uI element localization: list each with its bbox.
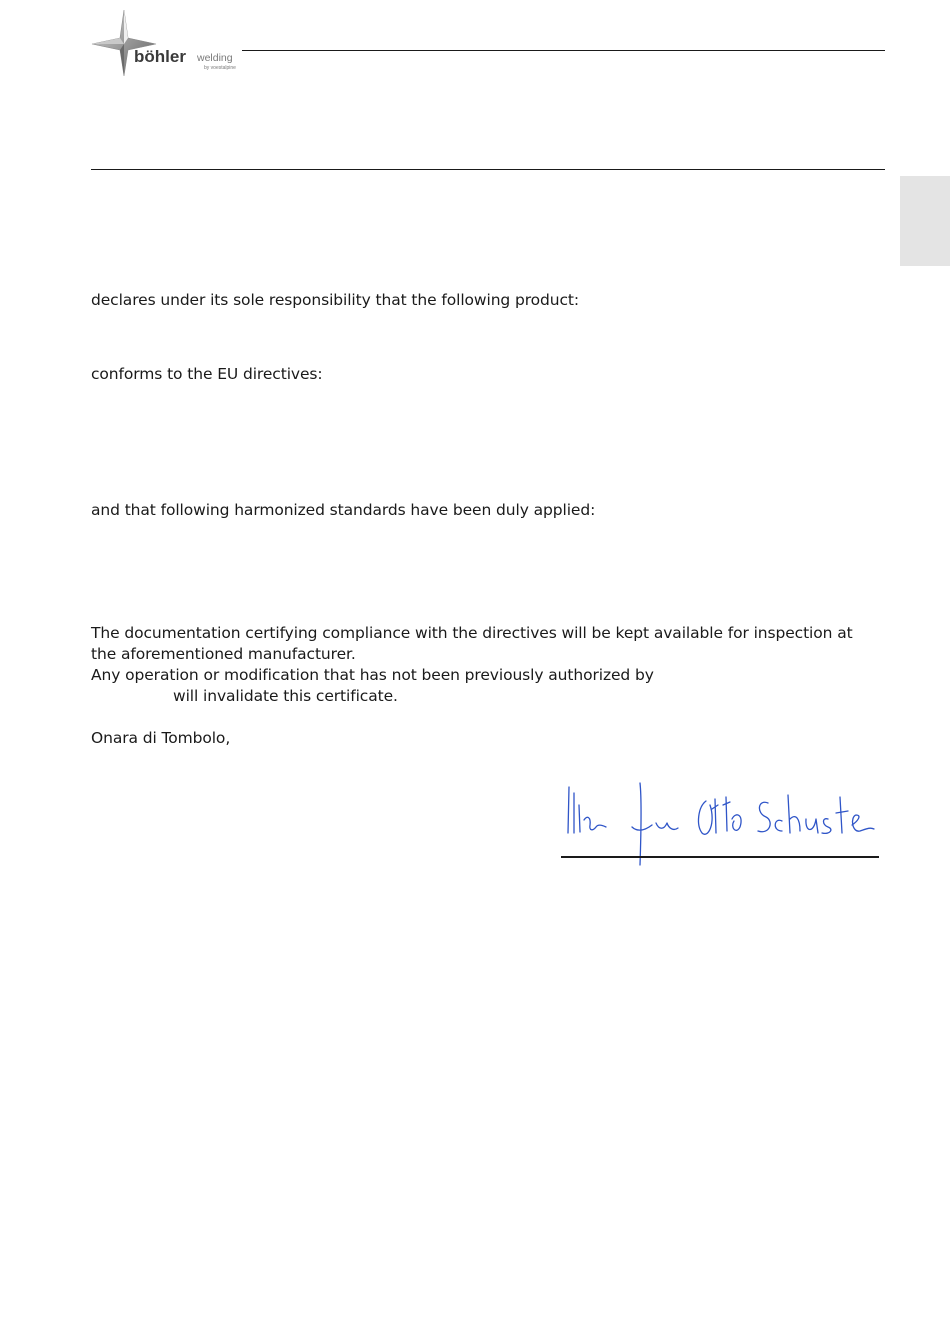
header-divider [242,50,885,51]
modification-line-1: Any operation or modification that has not been previously authorized by [91,666,654,684]
directives-statement: conforms to the EU directives: [91,365,323,383]
logo-brand-text: böhler [134,47,186,66]
standards-statement: and that following harmonized standards have been duly applied: [91,501,596,519]
declaration-statement: declares under its sole responsibility that the following product: [91,291,580,309]
place-of-issue: Onara di Tombolo, [91,729,231,747]
signature-line [561,856,879,858]
logo-tagline-text: by voestalpine [204,65,236,71]
documentation-line-1: The documentation certifying compliance with the directives will be kept available for inspection at [91,624,853,642]
title-divider [91,169,885,170]
bohler-welding-logo [90,8,245,78]
side-tab-marker [900,176,950,266]
modification-line-2: will invalidate this certificate. [173,687,398,705]
documentation-line-2: the aforementioned manufacturer. [91,645,356,663]
logo-suffix-text: welding [197,52,233,64]
